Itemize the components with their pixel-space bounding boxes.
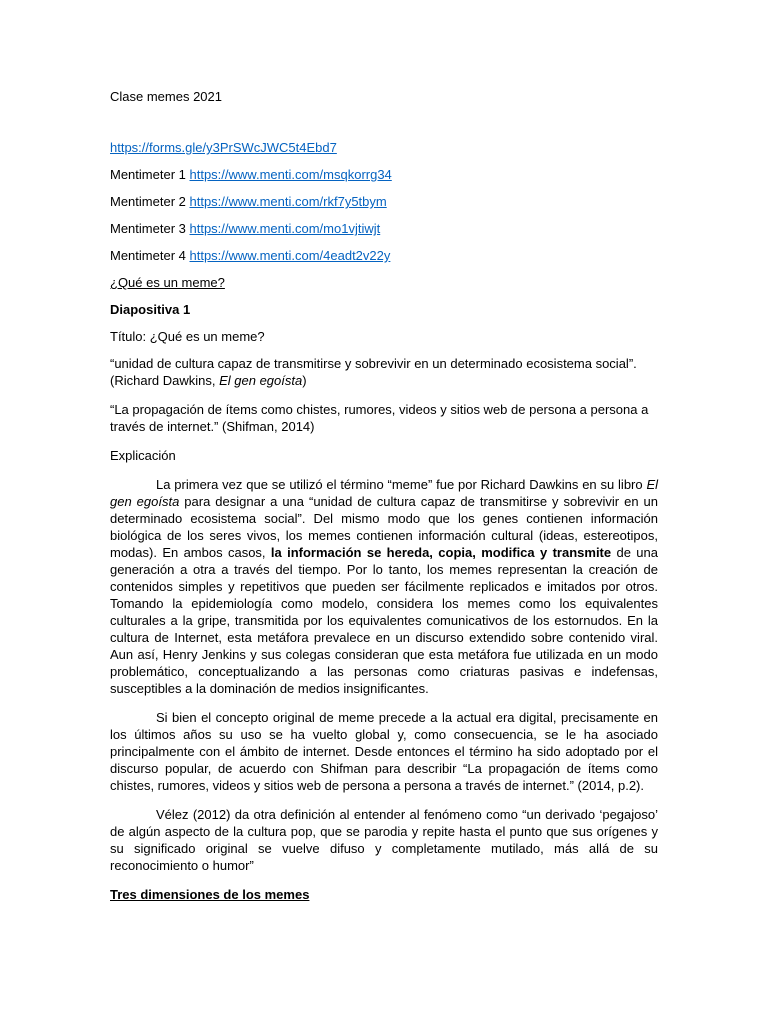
paragraph-3: Vélez (2012) da otra definición al entender al fenómeno como “un derivado ‘pegajoso’ de algún aspecto de la cultura pop, que se parodia y repite hasta el punto que sus orígenes y su significado original se vuelve difuso y completamente mutilado, más allá de su reconocimiento o humor” [110,807,658,873]
quote-shifman: “La propagación de ítems como chistes, rumores, videos y sitios web de persona a persona a través de internet.” (Shifman, 2014) [110,402,649,434]
mentimeter-line-2 [110,193,658,210]
mentimeter-label: Mentimeter 4 [110,248,186,263]
paragraph-text: La primera vez que se utilizó el término “meme” fue por Richard Dawkins en su libro [156,477,647,492]
mentimeter-label: Mentimeter 2 [110,194,186,209]
quote-text: “unidad de cultura capaz de transmitirse y sobrevivir en un determinado ecosistema social”. (Richard Dawkins, [110,356,637,388]
mentimeter-link[interactable]: https://www.menti.com/4eadt2v22y [189,248,391,263]
paragraph-1 [110,476,658,697]
section-heading: Tres dimensiones de los memes [110,887,310,902]
document-body [110,88,658,903]
book-title: El gen egoísta [219,373,303,388]
mentimeter-link[interactable]: https://www.menti.com/rkf7y5tbym [189,194,387,209]
paragraph-2: Si bien el concepto original de meme precede a la actual era digital, precisamente en los últimos años su uso se ha vuelto global y, como consecuencia, se le ha asociado principalmente con el ámbito de internet. Desde entonces el término ha sido adoptado por el discurso popular, de acuerdo con Shifman para describir “La propagación de ítems como chistes, rumores, videos y sitios web de persona a persona a través de internet.” (2014, p.2). [110,710,658,793]
document-title: Clase memes 2021 [110,89,222,104]
mentimeter-line-3 [110,220,658,237]
slide-title: Título: ¿Qué es un meme? [110,329,265,344]
book-title: El gen egoísta [110,477,658,509]
form-line [110,139,658,156]
quote-end: ) [302,373,307,388]
mentimeter-link[interactable]: https://www.menti.com/msqkorrg34 [189,167,392,182]
mentimeter-line-4 [110,247,658,264]
question-heading: ¿Qué es un meme? [110,275,225,290]
paragraph-text: para designar a una “unidad de cultura capaz de transmitirse y sobrevivir en un determinado ecosistema social”. Del mismo modo que los genes contienen información biológica de los seres vivos, los memes contienen información cultural (ideas, estereotipos, modas). En ambos casos, [110,494,658,560]
emphasis-text: la información se hereda, copia, modifica y transmite [270,545,612,560]
mentimeter-link[interactable]: https://www.menti.com/mo1vjtiwjt [189,221,381,236]
paragraph-text: de una generación a otra a través del tiempo. Por lo tanto, los memes representan la creación de contenidos simples y repetitivos que pueden ser fácilmente replicados e imitados por otros. Tomando la epidemiología como modelo, considera los memes como los equivalentes culturales a la gripe, transmitida por los equivalentes comunicativos de los estornudos. En la cultura de Internet, esta metáfora prevalece en un discurso extendido sobre contenido viral. Aun así, Henry Jenkins y sus colegas consideran que esta metáfora fue utilizada en un modo problemático, conceptualizando a las personas como criaturas pasivas e indefensas, susceptibles a la dominación de medios insignificantes. [110,545,658,696]
slide-label: Diapositiva 1 [110,302,191,317]
mentimeter-label: Mentimeter 1 [110,167,186,182]
mentimeter-label: Mentimeter 3 [110,221,186,236]
form-link[interactable]: https://forms.gle/y3PrSWcJWC5t4Ebd7 [110,140,337,155]
explanation-label: Explicación [110,448,176,463]
quote-dawkins [110,355,658,389]
mentimeter-line-1 [110,166,658,183]
